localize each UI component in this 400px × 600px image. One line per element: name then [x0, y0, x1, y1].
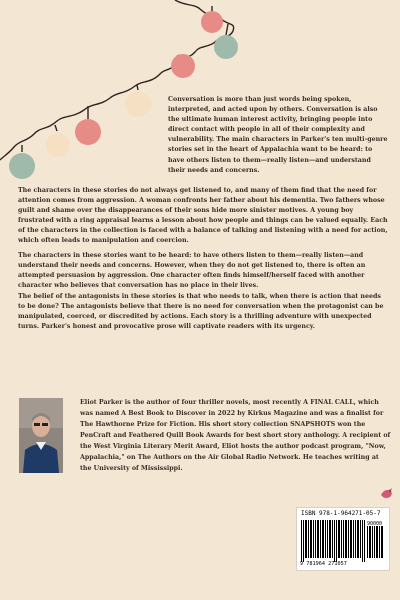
isbn-digits: 9 781964 271057 — [300, 561, 347, 567]
bird-icon — [379, 485, 395, 501]
barcode-bars — [301, 520, 385, 562]
price-code: 90000 — [367, 521, 383, 527]
bulb-cream-lower-icon — [46, 125, 70, 157]
description-paragraph-4: The belief of the antagonists in these stories is that who needs to talk, when there is action that needs to be done? The antagonists believe that there is no need for conversation when the protagonist can be manipulated, coerced, or discredited by actions. Each story is a thrilling adventure with unexpected turns. Parker's honest and provocative prose will captivate readers with its urgency. — [18, 293, 384, 331]
description-paragraph-1: Conversation is more than just words being spoken, interpreted, and acted upon by others. Conversation is also the ultimate human interest activity, bringing people into direct contact with people in all of their complexity and vulnerability. The main characters in Parker's ten multi-genre stories set in the heart of Appalachia want to be heard: to have others listen to them—really listen—and understand their needs and concerns. — [168, 96, 388, 174]
bulb-pink-top-icon — [201, 6, 223, 33]
bulb-pink-middle-icon — [171, 54, 195, 78]
bulb-pink-lower-icon — [75, 106, 101, 145]
description-paragraph-2: The characters in these stories do not always get listened to, and many of them find that the need for attention comes from aggression. A woman confronts her father about his dementia. Two fathers whose guilt and shame over the disappearances of their sons hide more sinister motives. A young boy frustrated with a ring appraisal learns a lesson about how people and things can be valued equally. Each of the characters in the collection is faced with a balance of talking and listening with a need for action, which often leads to manipulation and coercion. — [18, 187, 388, 245]
bulb-green-left-icon — [9, 145, 35, 179]
isbn-barcode — [296, 507, 390, 571]
description-paragraph-3: The characters in these stories want to be heard: to have others listen to them—really listen—and understand their needs and concerns. However, when they do not get listened to, there is often an attempted persuasion by aggression. One character often finds himself/herself faced with another character who believes that conversation has no place in their lives. — [18, 252, 366, 290]
author-bio: Eliot Parker is the author of four thriller novels, most recently A FINAL CALL, which was named A Best Book to Discover in 2022 by Kirkus Magazine and was a finalist for The Hawthorne Prize for Fiction. His short story collection SNAPSHOTS won the PenCraft and Feathered Quill Book Awards for best short story anthology. A recipient of the West Virginia Literary Merit Award, Eliot hosts the author podcast program, "Now, Appalachia," on The Authors on the Air Global Radio Network. He teaches writing at the University of Mississippi. — [80, 399, 391, 472]
author-photo — [19, 398, 63, 473]
isbn-label: ISBN 978-1-964271-05-7 — [301, 510, 381, 517]
